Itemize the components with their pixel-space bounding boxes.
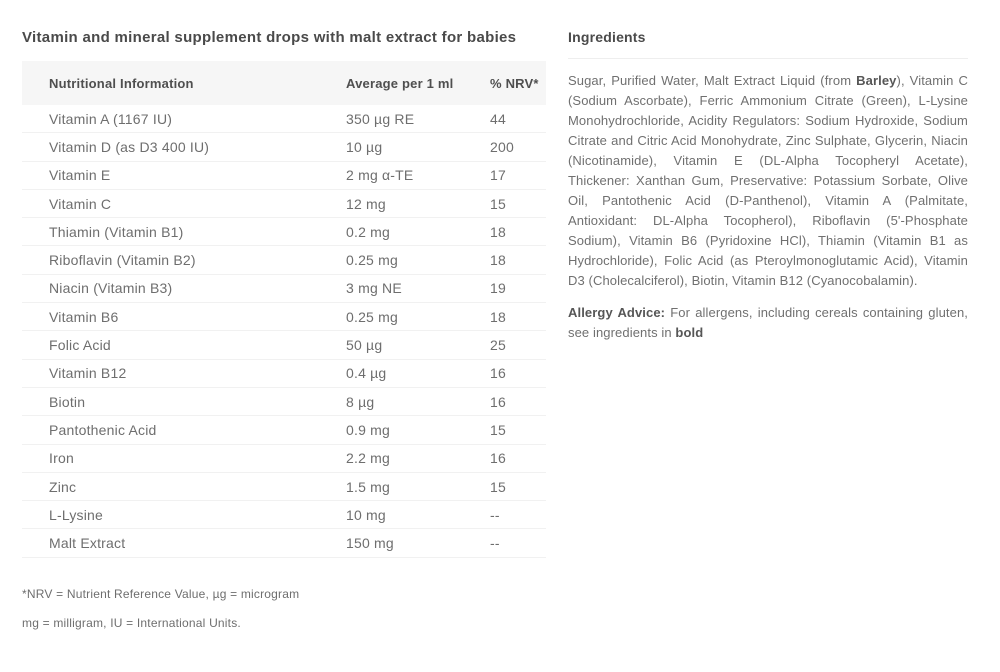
table-row (22, 416, 546, 444)
cell-amount: 0.4 µg (346, 365, 387, 382)
cell-nrv: -- (490, 506, 500, 523)
cell-nutrient-name: Biotin (49, 393, 86, 410)
table-row (22, 218, 546, 246)
cell-amount: 8 µg (346, 393, 375, 410)
bold-text: Allergy Advice: (568, 305, 671, 320)
table-body (22, 105, 546, 558)
text: Sugar, Purified Water, Malt Extract Liquid (from (568, 73, 857, 88)
cell-nrv: 16 (490, 365, 506, 382)
header-cell-amount: Average per 1 ml (346, 75, 454, 91)
cell-amount: 0.25 mg (346, 252, 398, 269)
cell-nrv: 15 (490, 421, 506, 438)
cell-amount: 2.2 mg (346, 450, 390, 467)
cell-nrv: 200 (490, 138, 514, 155)
cell-amount: 12 mg (346, 195, 386, 212)
cell-nutrient-name: Vitamin E (49, 167, 111, 184)
cell-nrv: 19 (490, 280, 506, 297)
table-row (22, 501, 546, 529)
table-row (22, 445, 546, 473)
table-row (22, 529, 546, 557)
table-row (22, 162, 546, 190)
cell-nutrient-name: Thiamin (Vitamin B1) (49, 223, 184, 240)
cell-amount: 0.9 mg (346, 421, 390, 438)
footnote-nrv: *NRV = Nutrient Reference Value, µg = microgram (22, 586, 300, 601)
cell-nrv: 16 (490, 450, 506, 467)
cell-nutrient-name: Vitamin C (49, 195, 112, 212)
table-row (22, 331, 546, 359)
ingredients-heading: Ingredients (568, 29, 646, 45)
allergy-advice-paragraph (568, 303, 968, 343)
cell-amount: 2 mg α-TE (346, 167, 414, 184)
cell-nutrient-name: Niacin (Vitamin B3) (49, 280, 173, 297)
cell-nutrient-name: Iron (49, 450, 74, 467)
table-row (22, 388, 546, 416)
nutrition-table (22, 61, 546, 558)
cell-amount: 0.25 mg (346, 308, 398, 325)
cell-nutrient-name: Vitamin B6 (49, 308, 119, 325)
cell-nrv: 25 (490, 337, 506, 354)
cell-nutrient-name: Vitamin B12 (49, 365, 127, 382)
table-row (22, 105, 546, 133)
cell-nrv: 18 (490, 308, 506, 325)
table-row (22, 133, 546, 161)
page-title: Vitamin and mineral supplement drops with malt extract for babies (22, 29, 517, 46)
cell-nutrient-name: L-Lysine (49, 506, 103, 523)
cell-nrv: 44 (490, 110, 506, 127)
ingredients-paragraph (568, 71, 968, 291)
cell-nrv: 15 (490, 478, 506, 495)
cell-nrv: 17 (490, 167, 506, 184)
table-row (22, 473, 546, 501)
header-cell-nrv: % NRV* (490, 75, 539, 91)
cell-amount: 10 mg (346, 506, 386, 523)
cell-amount: 0.2 mg (346, 223, 390, 240)
cell-amount: 50 µg (346, 337, 383, 354)
cell-nutrient-name: Pantothenic Acid (49, 421, 157, 438)
cell-amount: 150 mg (346, 535, 394, 552)
footnote-units: mg = milligram, IU = International Units. (22, 615, 241, 630)
text: ), Vitamin C (Sodium Ascorbate), Ferric Ammonium Citrate (Green), L-Lysine Monohydrochloride, Acidity Regulators: Sodium Hydroxide, Sodium Citrate and Citric Acid Monohydrate, Zinc Sulphate, Glycerin, Niacin (Nicotinamide), Vitamin E (DL-Alpha Tocopheryl Acetate), Thickener: Xanthan Gum, Preservative: Potassium Sorbate, Olive Oil, Pantothenic Acid (D-Panthenol), Vitamin A (Palmitate, Antioxidant: DL-Alpha Tocopherol), Riboflavin (5'-Phosphate Sodium), Vitamin B6 (Pyridoxine HCl), Thiamin (Vitamin B1 as Hydrochloride), Folic Acid (as Pteroylmonoglutamic Acid), Vitamin D3 (Cholecalciferol), Biotin, Vitamin B12 (Cyanocobalamin). (568, 73, 969, 288)
cell-nrv: 15 (490, 195, 506, 212)
cell-nutrient-name: Riboflavin (Vitamin B2) (49, 252, 196, 269)
cell-amount: 1.5 mg (346, 478, 390, 495)
cell-nutrient-name: Vitamin D (as D3 400 IU) (49, 138, 210, 155)
text: For allergens, including cereals containing gluten, see ingredients in (568, 305, 968, 340)
table-row (22, 246, 546, 274)
ingredients-section (568, 22, 968, 630)
cell-nutrient-name: Zinc (49, 478, 77, 495)
header-cell-nutrient: Nutritional Information (49, 75, 194, 91)
bold-text: bold (675, 325, 704, 340)
nutrition-section (22, 22, 546, 630)
cell-nutrient-name: Folic Acid (49, 337, 111, 354)
cell-amount: 10 µg (346, 138, 383, 155)
cell-nutrient-name: Vitamin A (1167 IU) (49, 110, 173, 127)
table-row (22, 190, 546, 218)
ingredients-divider (568, 58, 968, 59)
table-header (22, 61, 546, 105)
cell-nutrient-name: Malt Extract (49, 535, 126, 552)
cell-nrv: 18 (490, 223, 506, 240)
table-row (22, 275, 546, 303)
cell-amount: 3 mg NE (346, 280, 402, 297)
cell-nrv: 18 (490, 252, 506, 269)
cell-amount: 350 µg RE (346, 110, 415, 127)
cell-nrv: -- (490, 535, 500, 552)
table-row (22, 303, 546, 331)
table-row (22, 360, 546, 388)
cell-nrv: 16 (490, 393, 506, 410)
bold-text: Barley (856, 73, 897, 88)
